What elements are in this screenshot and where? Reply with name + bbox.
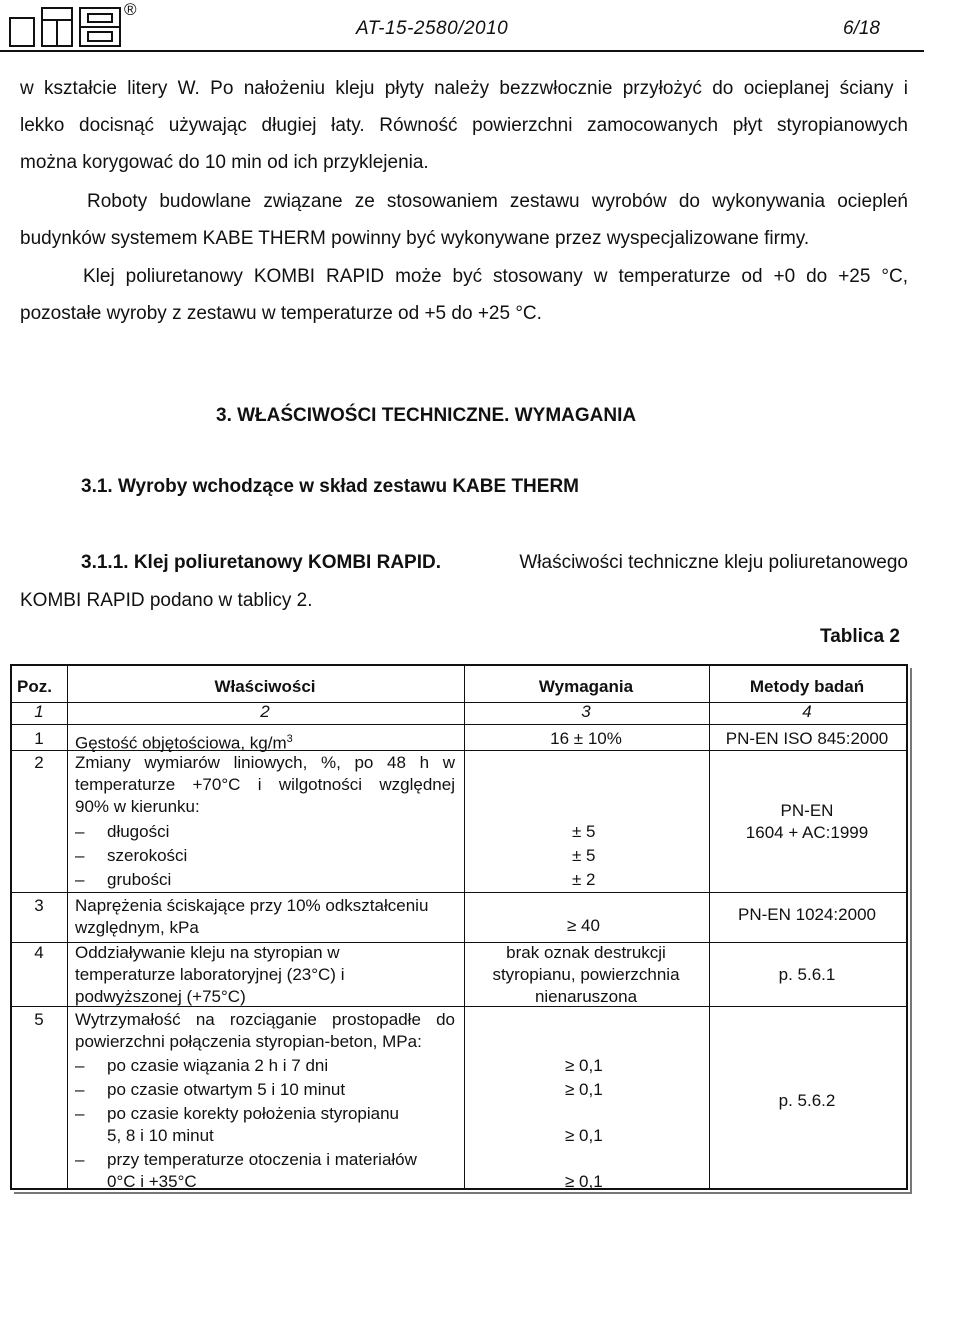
row-divider — [12, 724, 906, 725]
method-cell: 1604 + AC:1999 — [745, 823, 869, 842]
row-number: 3 — [34, 896, 44, 915]
itb-logo — [8, 6, 123, 48]
property-subitem: – po czasie wiązania 2 h i 7 dni — [75, 1056, 329, 1075]
requirement-cell: styropianu, powierzchnia — [492, 965, 680, 984]
method-cell: p. 5.6.2 — [778, 1091, 836, 1110]
column-number: 4 — [802, 702, 812, 721]
property-subitem: – grubości — [75, 870, 172, 889]
section-heading: 3. WŁAŚCIWOŚCI TECHNICZNE. WYMAGANIA — [216, 405, 637, 426]
paragraph-line: Roboty budowlane związane ze stosowaniem zestawu wyrobów do wykonywania ociepleń — [87, 191, 908, 212]
row-divider — [12, 892, 906, 893]
requirement-cell: ± 5 — [572, 846, 596, 865]
method-cell: PN-EN ISO 845:2000 — [725, 729, 889, 748]
property-subitem: – szerokości — [75, 846, 188, 865]
property-cell: 90% w kierunku: — [75, 797, 200, 816]
paragraph-line: można korygować do 10 min od ich przyklejenia. — [20, 152, 429, 173]
requirement-cell: nienaruszona — [534, 987, 638, 1006]
column-number: 3 — [581, 702, 591, 721]
requirement-cell: ≥ 0,1 — [565, 1080, 603, 1099]
table-caption: Tablica 2 — [820, 626, 900, 647]
paragraph-line: budynków systemem KABE THERM powinny być wykonywane przez wyspecjalizowane firmy. — [20, 228, 810, 249]
subsubsection-heading: 3.1.1. Klej poliuretanowy KOMBI RAPID. — [81, 552, 442, 573]
method-cell: p. 5.6.1 — [778, 965, 836, 984]
property-cell: podwyższonej (+75°C) — [75, 987, 246, 1006]
column-number: 1 — [34, 702, 44, 721]
header-cell-pos: Poz. — [17, 677, 52, 696]
row-number: 4 — [34, 943, 44, 962]
header-cell-requirements: Wymagania — [538, 677, 634, 696]
requirement-cell: ≥ 0,1 — [565, 1172, 603, 1191]
requirement-cell: ≥ 0,1 — [565, 1126, 603, 1145]
row-number: 1 — [34, 729, 44, 748]
requirement-cell: ± 5 — [572, 822, 596, 841]
paragraph-line: pozostałe wyroby z zestawu w temperaturze od +5 do +25 °C. — [20, 303, 542, 324]
paragraph-line: w kształcie litery W. Po nałożeniu kleju płyty należy bezzwłocznie przyłożyć do ocieplanej ściany i — [20, 78, 908, 99]
property-cell: Naprężenia ściskające przy 10% odkształceniu — [75, 896, 429, 915]
paragraph-line: lekko docisnąć używając długiej łaty. Równość powierzchni zamocowanych płyt styropianowych — [20, 115, 908, 136]
column-number: 2 — [260, 702, 270, 721]
property-cell: Gęstość objętościowa, $kg/m^3$ — [75, 733, 293, 753]
requirement-cell: ± 2 — [572, 870, 596, 889]
header-cell-properties: Właściwości — [214, 677, 316, 696]
property-cell: powierzchni połączenia styropian-beton, MPa: — [75, 1032, 422, 1051]
requirement-cell: 16 ± 10% — [550, 729, 622, 748]
col-divider — [67, 666, 68, 1188]
property-subitem: – przy temperaturze otoczenia i materiałów — [75, 1150, 417, 1169]
paragraph-line: Klej poliuretanowy KOMBI RAPID może być stosowany w temperaturze od +0 do +25 °C, — [83, 266, 908, 287]
property-subitem: – długości — [75, 822, 170, 841]
method-cell: PN-EN — [780, 801, 834, 820]
property-subitem: – po czasie otwartym 5 i 10 minut — [75, 1080, 346, 1099]
property-subitem: – po czasie korekty położenia styropianu — [75, 1104, 399, 1123]
subsubsection-text: Właściwości techniczne kleju poliuretanowego — [519, 552, 908, 573]
header-rule — [0, 50, 924, 52]
header-cell-methods: Metody badań — [749, 677, 865, 696]
subsection-heading: 3.1. Wyroby wchodzące w skład zestawu KABE THERM — [81, 476, 579, 497]
property-cell: Wytrzymałość na rozciąganie prostopadłe do — [75, 1010, 455, 1029]
row-number: 2 — [34, 753, 44, 772]
requirement-cell: ≥ 40 — [567, 916, 600, 935]
requirement-cell: brak oznak destrukcji — [506, 943, 666, 962]
property-cell: względnym, kPa — [75, 918, 199, 937]
registered-mark: ® — [124, 0, 137, 19]
subsubsection-line — [81, 544, 908, 581]
row-number: 5 — [34, 1010, 44, 1029]
requirement-cell: ≥ 0,1 — [565, 1056, 603, 1075]
property-cell: temperaturze +70°C i wilgotności względnej — [75, 775, 455, 794]
property-cell: Oddziaływanie kleju na styropian w — [75, 943, 340, 962]
property-cell: Zmiany wymiarów liniowych, %, po 48 h w — [75, 753, 455, 772]
subsubsection-text-2: KOMBI RAPID podano w tablicy 2. — [20, 590, 313, 611]
page-number: 6/18 — [843, 18, 880, 39]
property-subitem: 0°C i +35°C — [107, 1172, 197, 1191]
property-cell: temperaturze laboratoryjnej (23°C) i — [75, 965, 345, 984]
document-number: AT-15-2580/2010 — [356, 18, 509, 39]
method-cell: PN-EN 1024:2000 — [738, 905, 876, 924]
property-subitem: 5, 8 i 10 minut — [107, 1126, 214, 1145]
